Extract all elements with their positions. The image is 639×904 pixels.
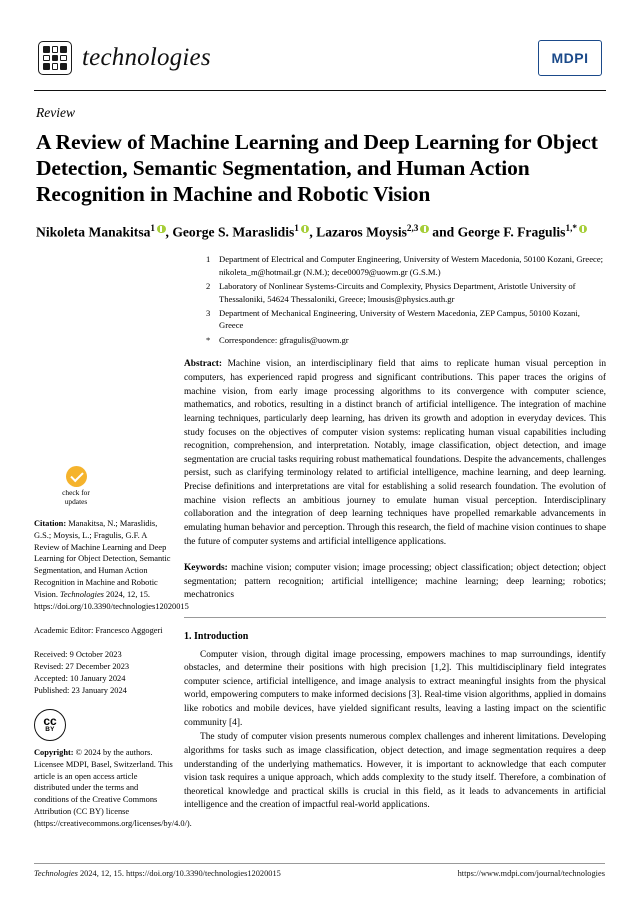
section-divider	[184, 617, 606, 618]
citation-text: Manakitsa, N.; Maraslidis, G.S.; Moysis, L.; Fragulis, G.F. A Review of Machine Learning and Deep Learning for Object Detection, Semantic Segmentation, and Human Action Recognition in Machine and Robotic Vision.	[34, 518, 171, 600]
dates-block	[34, 649, 174, 697]
academic-editor-label: Academic Editor:	[34, 626, 94, 636]
page-footer	[34, 859, 605, 878]
orcid-icon[interactable]	[579, 225, 588, 234]
copyright-block	[34, 747, 192, 830]
paragraph: The study of computer vision presents numerous complex challenges and inherent limitations. Developing algorithms for tasks such as image classification, object detection, and image segmentation requires a deep understanding of the underlying mathematics. However, it is important to acknowledge that each computer vision task requires a unique approach, which adds complexity to the study itself. Therefore, a combination of theoretical knowledge and practical skills is crucial in this field, as it leads to advancements in artificial intelligence and the creation of impactful real-world applications.	[184, 732, 606, 811]
section-heading: 1. Introduction	[184, 631, 249, 643]
affiliation-text: Correspondence: gfragulis@uowm.gr	[219, 334, 349, 345]
academic-editor-name: Francesco Aggogeri	[95, 626, 163, 636]
copyright-label: Copyright:	[34, 747, 74, 757]
creative-commons-icon[interactable]: cc BY	[34, 709, 174, 741]
author-4: George F. Fragulis	[457, 224, 566, 240]
masthead	[34, 30, 606, 86]
date-accepted: Accepted: 10 January 2024	[34, 673, 126, 683]
abstract	[184, 358, 606, 549]
date-revised: Revised: 27 December 2023	[34, 661, 130, 671]
author-2: George S. Maraslidis	[172, 224, 295, 240]
journal-title: technologies	[82, 44, 211, 71]
author-list: Nikoleta Manakitsa$^1$ , George S. Maraslidis$^1$ , Lazaros Moysis$^{2,3}$ and George F. Fragulis$^{1,*}$	[36, 222, 606, 242]
citation-block	[34, 518, 189, 613]
affiliation-marker: 2	[206, 281, 211, 292]
footer-journal: Technologies	[34, 869, 78, 878]
orcid-icon[interactable]	[157, 225, 166, 234]
keywords-text: machine vision; computer vision; image processing; object classification; object detection; object segmentation; pattern recognition; artificial intelligence; machine learning; deep learning; robotics; mechatronics	[184, 563, 606, 601]
main-column	[184, 358, 606, 842]
citation-journal: Technologies	[60, 590, 104, 600]
author-3: Lazaros Moysis	[316, 224, 407, 240]
article-type: Review	[36, 105, 75, 120]
footer-doi[interactable]: 2024, 12, 15. https://doi.org/10.3390/technologies12020015	[79, 869, 281, 878]
date-published: Published: 23 January 2024	[34, 685, 127, 695]
date-received: Received: 9 October 2023	[34, 649, 122, 659]
orcid-icon[interactable]	[301, 225, 310, 234]
check-updates-line1: check for	[62, 488, 90, 498]
page-title: A Review of Machine Learning and Deep Learning for Object Detection, Semantic Segmentation, and Human Action Recognition in Machine and Robotic Vision	[36, 130, 598, 207]
affiliation-marker: *	[206, 334, 211, 345]
footer-citation	[34, 869, 281, 878]
citation-label: Citation:	[34, 518, 67, 528]
article-body	[34, 30, 606, 842]
mdpi-logo: MDPI	[538, 40, 602, 76]
citation-tail[interactable]: 2024, 12, 15. https://doi.org/10.3390/technologies12020015	[34, 590, 189, 612]
header-divider	[34, 90, 606, 91]
abstract-text: Machine vision, an interdisciplinary field that aims to replicate human visual perception in computers, has experienced rapid progress and significant contributions. This paper traces the origins of machine vision, from early image processing algorithms to its convergence with computer science, mathematics, and robotics, resulting in a distinct branch of artificial intelligence. The integration of machine learning techniques, particularly deep learning, has driven its growth and adoption in everyday devices. This study focuses on the objectives of computer vision systems: replicating human visual capabilities including recognition, comprehension, and interpretation. Notably, image classification, object detection, and image segmentation are crucial tasks requiring robust mathematical foundations. Despite the advancements, challenges persist, such as clarifying terminology related to artificial intelligence, machine learning, and deep learning. Precise definitions and interpretations are vital for establishing a solid research foundation. The evolution of machine vision reflects an ambitious journey to emulate human visual perception. Interdisciplinary collaboration and the integration of deep learning techniques have propelled remarkable advancements in emulating human behavior and perception. Through this research, the field of machine vision continues to shape the future of computer systems and artificial intelligence applications.	[184, 359, 607, 547]
academic-editor-block	[34, 625, 174, 637]
keywords-label: Keywords:	[184, 563, 228, 574]
copyright-text: © 2024 by the authors. Licensee MDPI, Basel, Switzerland. This article is an open access article distributed under the terms and conditions of the Creative Commons Attribution (CC BY) license (https://creativecommons.org/licenses/by/4.0/).	[34, 747, 192, 829]
author-3-affil: 2,3	[406, 222, 419, 233]
affiliation-marker: 3	[206, 308, 211, 319]
keywords	[184, 562, 606, 603]
author-1: Nikoleta Manakitsa	[36, 224, 151, 240]
journal-brand	[38, 41, 211, 75]
author-2-affil: 1	[294, 222, 299, 233]
abstract-label: Abstract:	[184, 359, 223, 370]
dot-matrix-icon	[38, 41, 72, 75]
author-1-affil: 1	[150, 222, 156, 233]
paragraph: Computer vision, through digital image processing, empowers machines to map surroundings, identify obstacles, and determine their positions with high precision [1,2]. This multidisciplinary field integrates computer science, artificial intelligence, and image analysis to extract meaningful insights from the physical world, empowering computers to make informed decisions [3]. Real-time vision algorithms, applied in domains like robotics and mobile devices, have yielded significant results, leaving a lasting impact on the scientific community [4].	[184, 649, 606, 728]
sidebar	[34, 358, 192, 842]
content-columns	[34, 358, 606, 842]
check-updates-line2: updates	[64, 496, 88, 506]
affiliation-item	[206, 307, 606, 332]
check-for-updates[interactable]	[40, 466, 112, 505]
affiliation-text: Department of Electrical and Computer Engineering, University of Western Macedonia, 50100 Kozani, Greece; nikoleta_m@hotmail.gr (N.M.); dece00079@uowm.gr (G.S.M.)	[219, 254, 604, 277]
affiliation-item	[206, 253, 606, 278]
affiliation-item	[206, 334, 606, 346]
affiliations	[34, 253, 606, 346]
affiliation-item	[206, 280, 606, 305]
footer-url[interactable]: https://www.mdpi.com/journal/technologies	[457, 869, 605, 878]
check-mark-icon	[66, 466, 87, 487]
footer-divider	[34, 863, 605, 864]
affiliation-marker: 1	[206, 254, 211, 265]
affiliation-text: Department of Mechanical Engineering, University of Western Macedonia, ZEP Campus, 50100 Kozani, Greece	[219, 308, 580, 331]
affiliation-text: Laboratory of Nonlinear Systems-Circuits and Complexity, Physics Department, Aristotle University of Thessaloniki, 54624 Thessaloniki, Greece; lmousis@physics.auth.gr	[219, 281, 576, 304]
orcid-icon[interactable]	[420, 225, 429, 234]
author-4-affil: 1,*	[565, 222, 577, 233]
